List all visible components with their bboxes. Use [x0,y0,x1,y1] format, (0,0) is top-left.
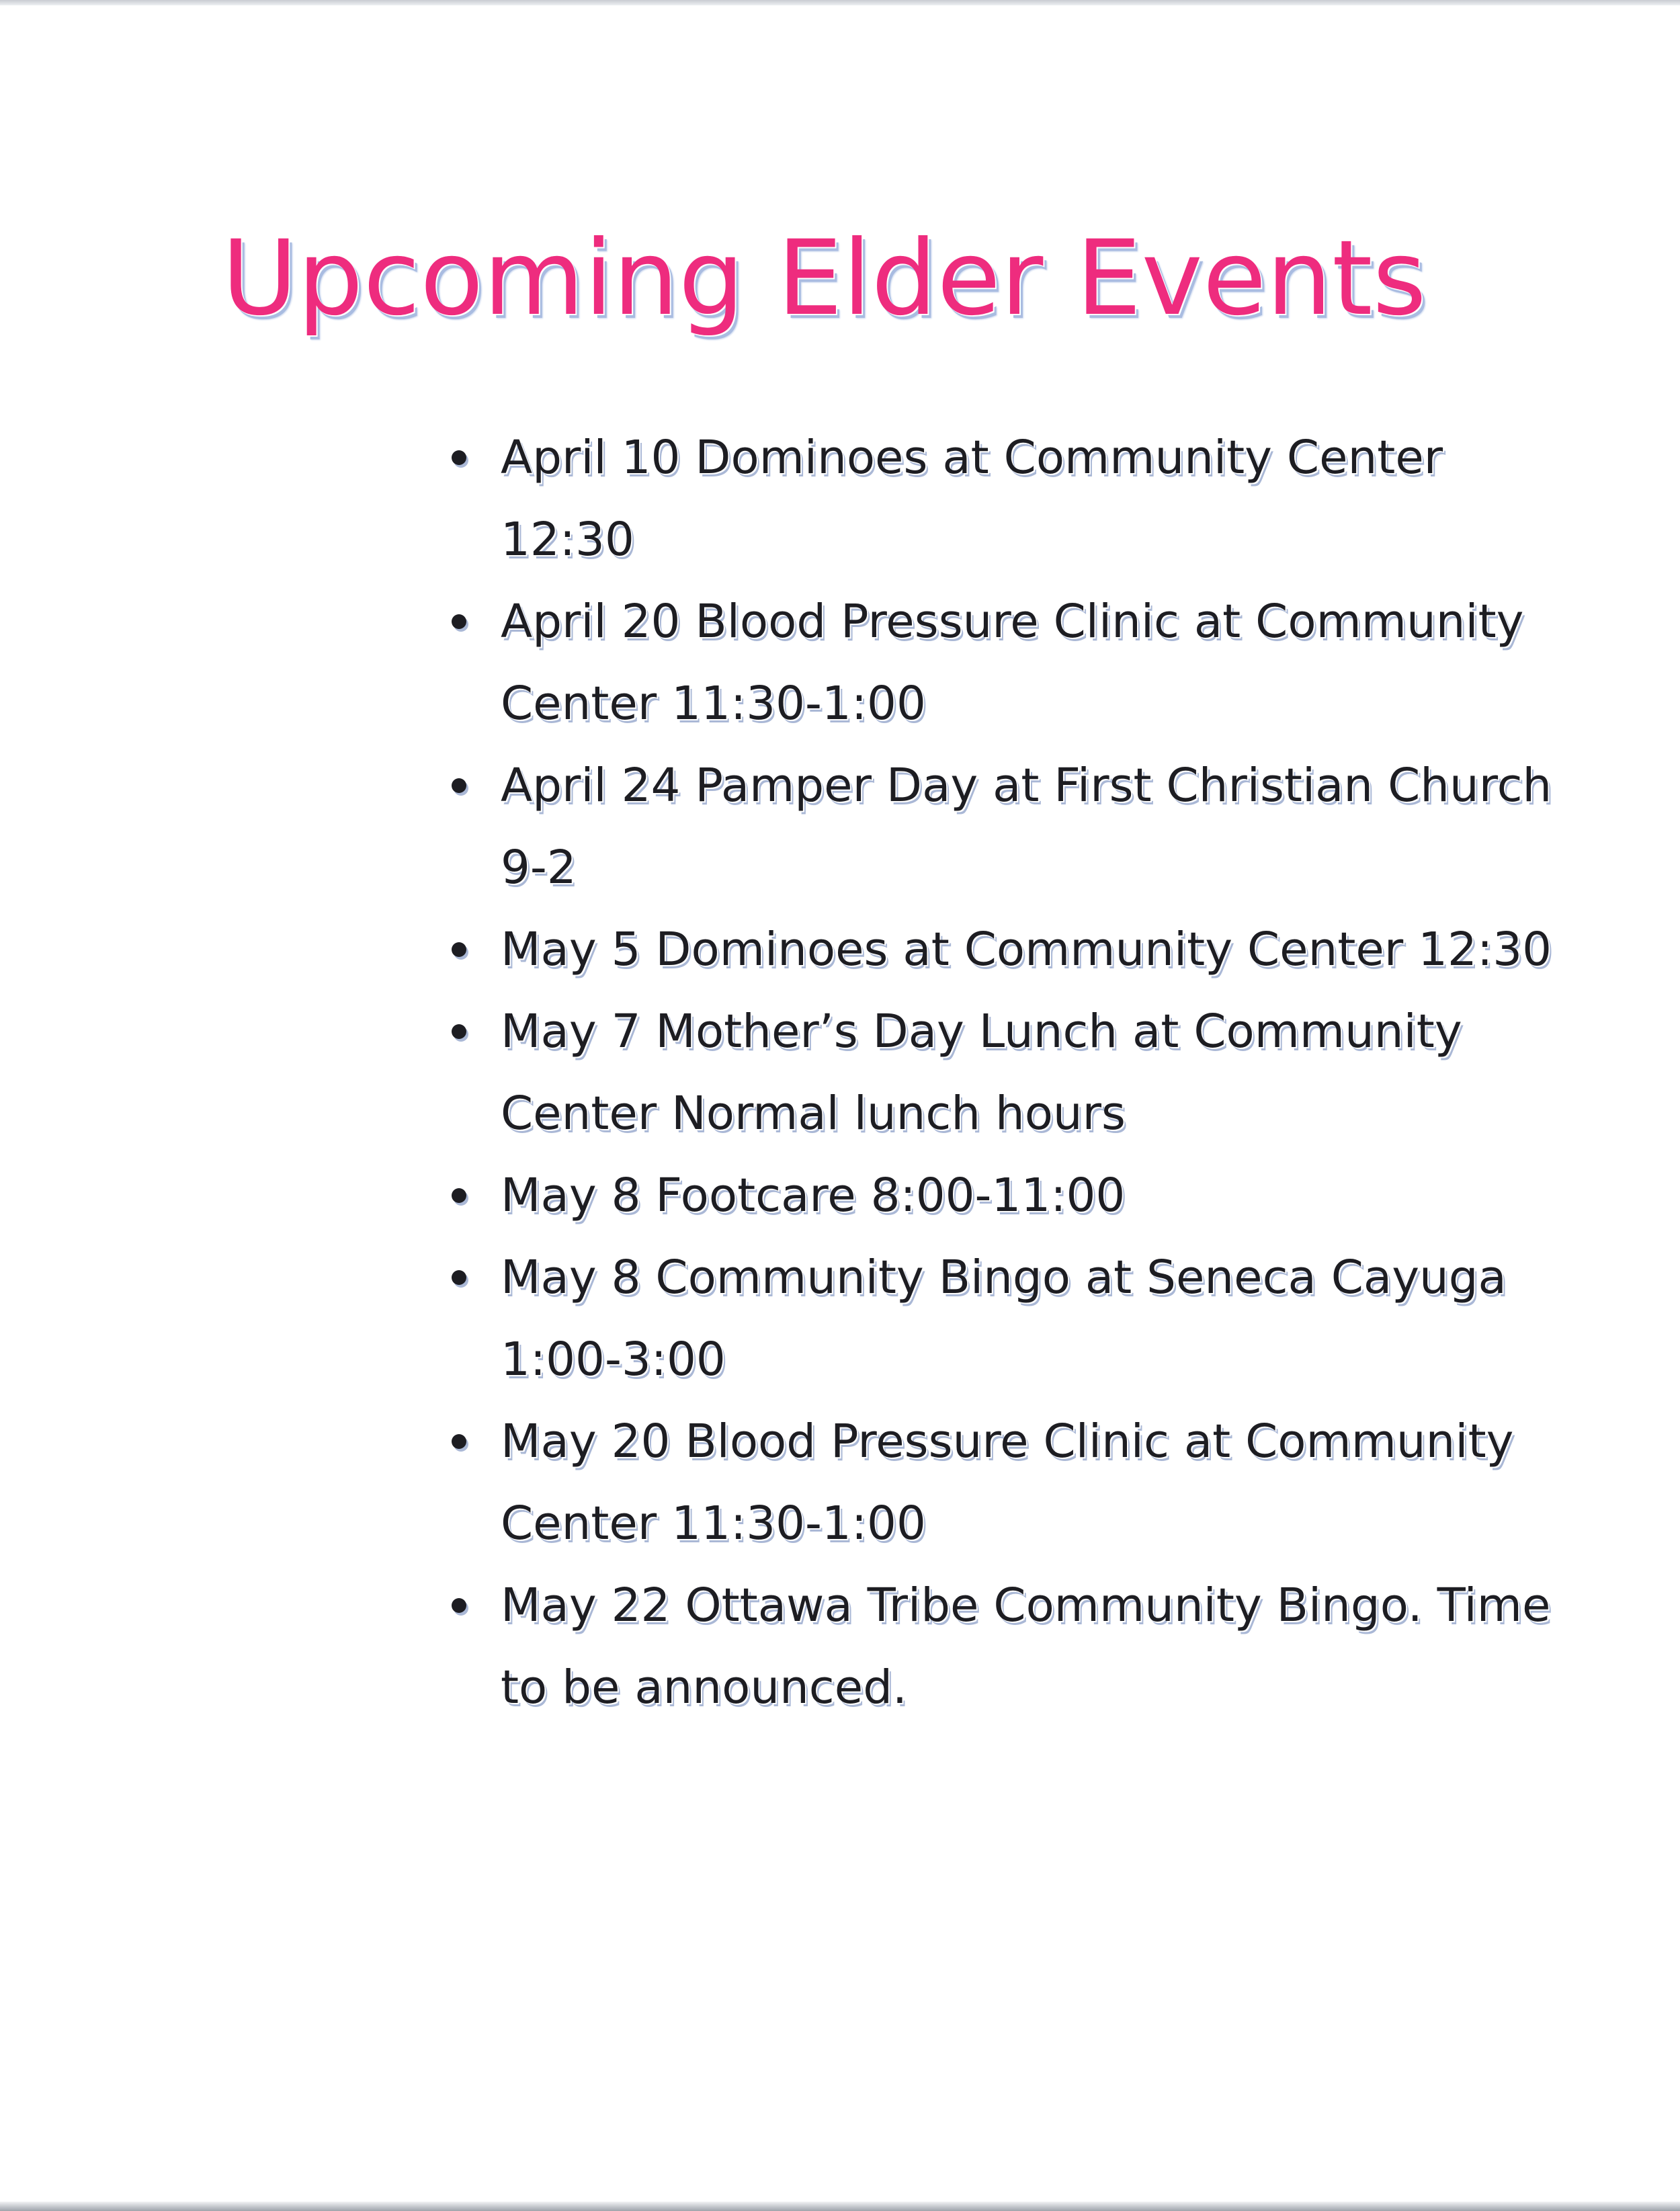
event-text: April 10 Dominoes at Community Center 12:30 [501,431,1443,567]
scan-edge-top [0,0,1680,5]
event-text: May 5 Dominoes at Community Center 12:30 [501,923,1552,976]
bullet-icon [452,1598,466,1613]
page-title: Upcoming Elder Events [222,218,1427,339]
list-item [437,909,1579,991]
list-item [437,581,1579,745]
event-text: May 20 Blood Pressure Clinic at Community Center 11:30-1:00 [501,1415,1514,1550]
event-text: April 20 Blood Pressure Clinic at Community Center 11:30-1:00 [501,595,1524,731]
list-item [437,1237,1579,1401]
list-item [437,1565,1579,1728]
bullet-icon [452,1434,466,1449]
bullet-icon [452,1188,466,1203]
event-text: May 22 Ottawa Tribe Community Bingo. Time to be announced. [501,1579,1551,1714]
event-text: April 24 Pamper Day at First Christian Church 9-2 [501,759,1552,894]
bullet-icon [452,614,466,629]
list-item [437,1155,1579,1237]
bullet-icon [452,942,466,957]
bullet-icon [452,1270,466,1285]
scan-edge-bottom [0,2202,1680,2211]
bullet-icon [452,778,466,793]
list-item [437,991,1579,1155]
event-text: May 8 Footcare 8:00-11:00 [501,1169,1126,1222]
bullet-icon [452,450,466,465]
event-text: May 7 Mother’s Day Lunch at Community Center Normal lunch hours [501,1005,1462,1140]
list-item [437,417,1579,581]
event-list [437,417,1579,1728]
list-item [437,1401,1579,1565]
list-item [437,745,1579,909]
event-text: May 8 Community Bingo at Seneca Cayuga 1:00-3:00 [501,1251,1507,1386]
bullet-icon [452,1024,466,1039]
